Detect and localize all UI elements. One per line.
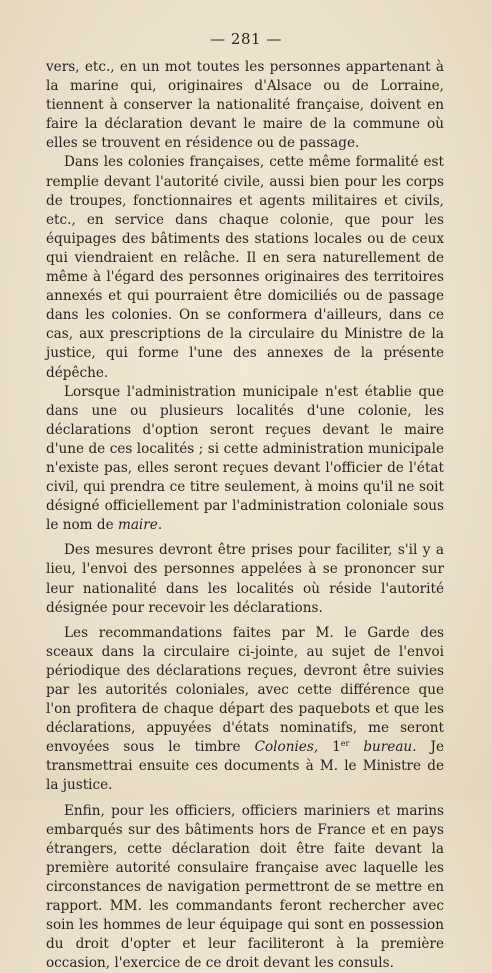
- text-segment: Enfin, pour les officiers, officiers mariniers et marins embarqués sur des bâtiments hors de France et en pays étrangers, cette déclaration doit être faite devant la première autorité consulaire française avec laquelle les circonstances de navigation permettront de se mettre en rapport. MM. les commandants feront rechercher avec soin les hommes de leur équipage qui sont en possession du droit d'opter et leur faciliteront à la première occasion, l'exercice de ce droit devant les consuls.: [46, 802, 444, 972]
- text-segment: [349, 739, 363, 755]
- paragraph-1: [46, 58, 444, 153]
- text-segment: . Je transmettrai ensuite ces documents à M. le Ministre de la justice.: [46, 739, 444, 794]
- text-segment: Lorsque l'administration municipale n'est établie que dans une ou plusieurs localités d'une colonie, les déclarations d'option seront reçues devant le maire d'une de ces localités ; si cette administration municipale n'existe pas, elles seront reçues devant l'officier de l'état civil, qui prendra ce titre seulement, à moins qu'il ne soit désigné officiellement par l'administration coloniale sous le nom de: [46, 383, 444, 534]
- text-segment: .: [157, 517, 163, 534]
- paragraph-3: [46, 383, 444, 536]
- paragraph-5: [46, 624, 444, 796]
- text-segment: Colonies,: [254, 739, 319, 756]
- body-text: [46, 58, 444, 973]
- paragraph-4: [46, 541, 444, 617]
- text-segment: vers, etc., en un mot toutes les personnes appartenant à la marine qui, originaires d'Alsace ou de Lorraine, tiennent à conserver la nationalité française, doivent en faire la déclaration devant le maire de la commune où elles se trouvent en résidence ou de passage.: [46, 59, 444, 152]
- page-number: — 281 —: [210, 30, 282, 48]
- text-segment: 1: [318, 739, 341, 756]
- text-segment: er: [340, 739, 350, 749]
- text-segment: bureau: [363, 739, 413, 756]
- text-segment: Des mesures devront être prises pour faciliter, s'il y a lieu, l'envoi des personnes appelées à se prononcer sur leur nationalité dans les localités où réside l'autorité désignée pour recevoir les déclarations.: [46, 542, 444, 616]
- paragraph-2: [46, 153, 444, 382]
- text-segment: Dans les colonies françaises, cette même formalité est remplie devant l'autorité civile, aussi bien pour les corps de troupes, fonctionnaires et agents militaires et civils, etc., en service dans chaque colonie, que pour les équipages des bâtiments des stations locales ou de ceux qui viendraient en relâche. Il en sera naturellement de même à l'égard des personnes originaires des territoires annexés et qui pourraient être domiciliés ou de passage dans les colonies. On se conformera d'ailleurs, dans ce cas, aux prescriptions de la circulaire du Ministre de la justice, qui forme l'une des annexes de la présente dépêche.: [46, 154, 444, 381]
- text-segment: maire: [117, 517, 158, 534]
- paragraph-6: [46, 802, 444, 973]
- text-segment: Les recommandations faites par M. le Garde des sceaux dans la circulaire ci-jointe, au sujet de l'envoi périodique des déclarations reçues, devront être suivies par les autorités coloniales, avec cette différence que l'on profitera de chaque départ des paquebots et que les déclarations, appuyées d'états nominatifs, me seront envoyées sous le timbre: [46, 624, 444, 756]
